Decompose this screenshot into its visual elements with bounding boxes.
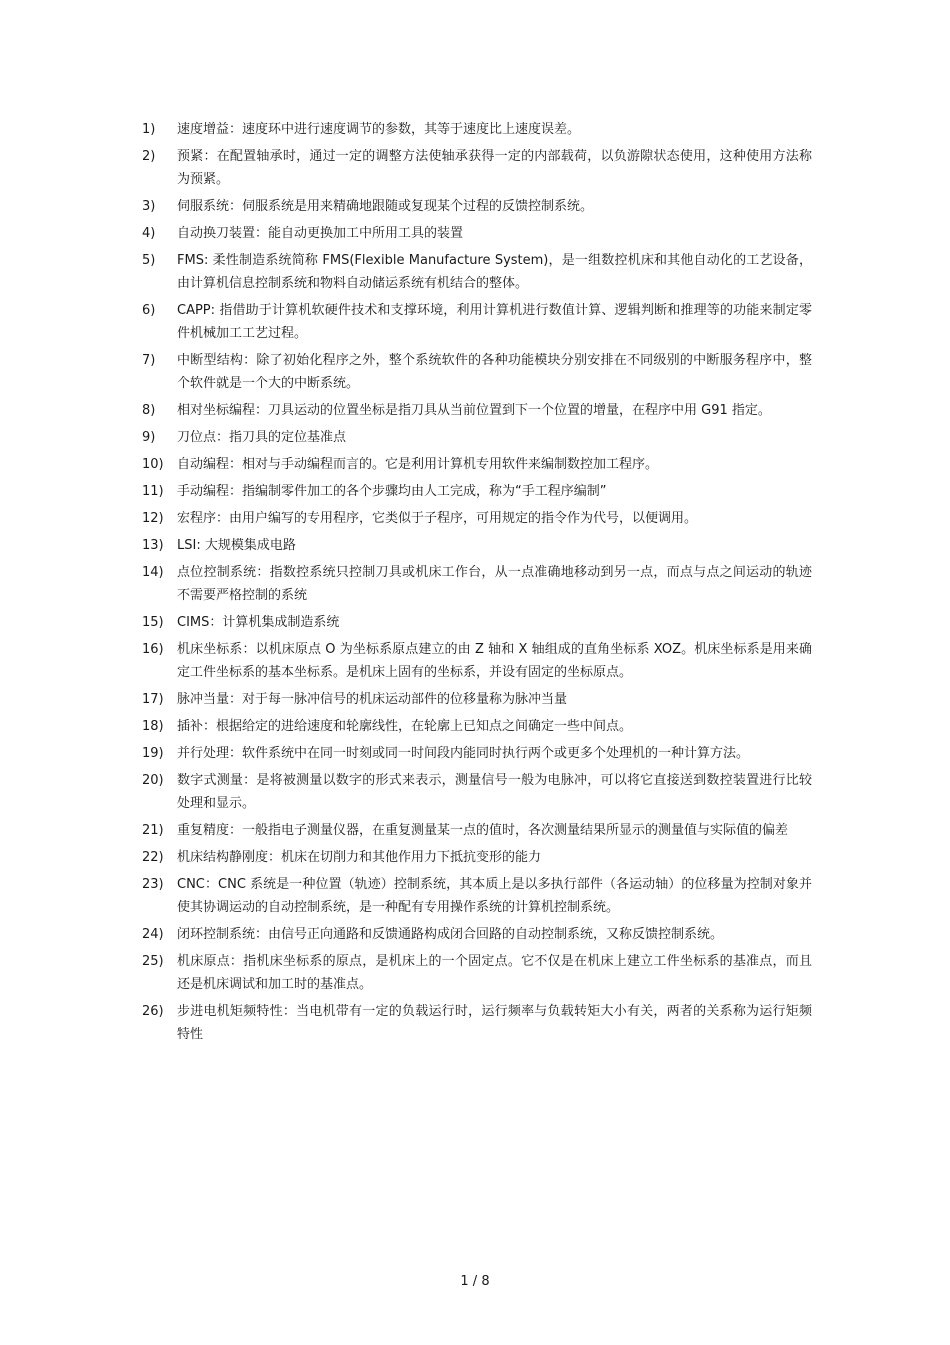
item-definition: 机床结构静刚度：机床在切削力和其他作用力下抵抗变形的能力 (177, 850, 542, 865)
item-definition: 中断型结构：除了初始化程序之外，整个系统软件的各种功能模块分别安排在不同级别的中断服务程序中，整个软件就是一个大的中断系统。 (177, 353, 812, 391)
item-number: 5) (142, 253, 156, 268)
item-number: 6) (142, 303, 156, 318)
item-number: 25) (142, 954, 164, 969)
item-definition: 重复精度：一般指电子测量仪器，在重复测量某一点的值时，各次测量结果所显示的测量值与实际值的偏差 (177, 823, 789, 838)
list-item (142, 950, 812, 996)
item-number: 12) (142, 511, 164, 526)
item-number: 23) (142, 877, 164, 892)
list-item (142, 399, 812, 422)
item-number: 26) (142, 1004, 164, 1019)
list-item (142, 873, 812, 919)
item-definition: 手动编程：指编制零件加工的各个步骤均由人工完成，称为“手工程序编制” (177, 484, 607, 499)
item-number: 19) (142, 746, 164, 761)
item-definition: 数字式测量：是将被测量以数字的形式来表示，测量信号一般为电脉冲，可以将它直接送到数控装置进行比较处理和显示。 (177, 773, 812, 811)
item-definition: 预紧：在配置轴承时，通过一定的调整方法使轴承获得一定的内部载荷，以负游隙状态使用，这种使用方法称为预紧。 (177, 149, 812, 187)
page-number: 1 / 8 (460, 1274, 490, 1289)
list-item (142, 349, 812, 395)
list-item (142, 249, 812, 295)
list-item (142, 846, 812, 869)
item-definition: 伺服系统：伺服系统是用来精确地跟随或复现某个过程的反馈控制系统。 (177, 199, 594, 214)
item-definition: 宏程序：由用户编写的专用程序，它类似于子程序，可用规定的指令作为代号，以便调用。 (177, 511, 698, 526)
item-number: 14) (142, 565, 164, 580)
list-item (142, 222, 812, 245)
item-number: 15) (142, 615, 164, 630)
item-definition: FMS: 柔性制造系统简称 FMS(Flexible Manufacture System)，是一组数控机床和其他自动化的工艺设备，由计算机信息控制系统和物料自动储运系统有机结合的整体。 (177, 253, 812, 291)
item-definition: CNC：CNC 系统是一种位置（轨迹）控制系统，其本质上是以多执行部件（各运动轴）的位移量为控制对象并使其协调运动的自动控制系统，是一种配有专用操作系统的计算机控制系统。 (177, 877, 812, 915)
list-item (142, 819, 812, 842)
item-number: 22) (142, 850, 164, 865)
item-definition: 插补：根据给定的进给速度和轮廓线性，在轮廓上已知点之间确定一些中间点。 (177, 719, 633, 734)
item-number: 11) (142, 484, 164, 499)
item-definition: CIMS：计算机集成制造系统 (177, 615, 340, 630)
list-item (142, 453, 812, 476)
item-number: 18) (142, 719, 164, 734)
item-number: 4) (142, 226, 156, 241)
list-item (142, 534, 812, 557)
list-item (142, 923, 812, 946)
item-number: 20) (142, 773, 164, 788)
item-number: 10) (142, 457, 164, 472)
term-list (142, 118, 812, 1050)
item-number: 3) (142, 199, 156, 214)
item-definition: 并行处理：软件系统中在同一时刻或同一时间段内能同时执行两个或更多个处理机的一种计算方法。 (177, 746, 750, 761)
item-number: 9) (142, 430, 156, 445)
item-definition: 点位控制系统：指数控系统只控制刀具或机床工作台，从一点准确地移动到另一点，而点与点之间运动的轨迹不需要严格控制的系统 (177, 565, 812, 603)
item-definition: LSI: 大规模集成电路 (177, 538, 296, 553)
item-number: 8) (142, 403, 156, 418)
item-number: 7) (142, 353, 156, 368)
item-definition: 步进电机矩频特性：当电机带有一定的负载运行时，运行频率与负载转矩大小有关，两者的关系称为运行矩频特性 (177, 1004, 812, 1042)
item-definition: CAPP: 指借助于计算机软硬件技术和支撑环境，利用计算机进行数值计算、逻辑判断和推理等的功能来制定零件机械加工工艺过程。 (177, 303, 812, 341)
item-definition: 刀位点：指刀具的定位基准点 (177, 430, 347, 445)
item-number: 16) (142, 642, 164, 657)
item-definition: 机床原点：指机床坐标系的原点，是机床上的一个固定点。它不仅是在机床上建立工件坐标系的基准点，而且还是机床调试和加工时的基准点。 (177, 954, 812, 992)
item-number: 24) (142, 927, 164, 942)
list-item (142, 195, 812, 218)
list-item (142, 742, 812, 765)
list-item (142, 715, 812, 738)
list-item (142, 480, 812, 503)
item-definition: 脉冲当量：对于每一脉冲信号的机床运动部件的位移量称为脉冲当量 (177, 692, 568, 707)
item-number: 13) (142, 538, 164, 553)
item-definition: 自动编程：相对与手动编程而言的。它是利用计算机专用软件来编制数控加工程序。 (177, 457, 659, 472)
list-item (142, 118, 812, 141)
list-item (142, 426, 812, 449)
item-number: 1) (142, 122, 156, 137)
item-definition: 闭环控制系统：由信号正向通路和反馈通路构成闭合回路的自动控制系统，又称反馈控制系统。 (177, 927, 724, 942)
item-definition: 机床坐标系：以机床原点 O 为坐标系原点建立的由 Z 轴和 X 轴组成的直角坐标系 XOZ。机床坐标系是用来确定工件坐标系的基本坐标系。是机床上固有的坐标系，并设有固定的坐标原点。 (177, 642, 812, 680)
list-item (142, 1000, 812, 1046)
item-definition: 相对坐标编程：刀具运动的位置坐标是指刀具从当前位置到下一个位置的增量，在程序中用 G91 指定。 (177, 403, 771, 418)
list-item (142, 561, 812, 607)
list-item (142, 688, 812, 711)
item-number: 21) (142, 823, 164, 838)
list-item (142, 638, 812, 684)
item-number: 2) (142, 149, 156, 164)
list-item (142, 299, 812, 345)
list-item (142, 145, 812, 191)
item-definition: 自动换刀装置：能自动更换加工中所用工具的装置 (177, 226, 464, 241)
list-item (142, 611, 812, 634)
list-item (142, 769, 812, 815)
item-number: 17) (142, 692, 164, 707)
list-item (142, 507, 812, 530)
item-definition: 速度增益：速度环中进行速度调节的参数，其等于速度比上速度误差。 (177, 122, 581, 137)
